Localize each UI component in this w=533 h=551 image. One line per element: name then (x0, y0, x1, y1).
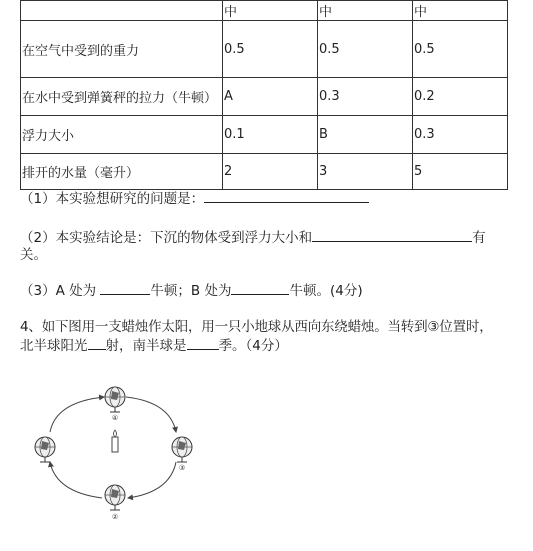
table-cell: 0.2 (413, 78, 508, 116)
question-4-text-b: 射，南半球是 (105, 338, 187, 354)
row-label: 在空气中受到的重力 (21, 21, 223, 78)
table-cell: 0.3 (413, 116, 508, 154)
globe-icon (35, 437, 55, 462)
table-cell: 0.3 (318, 78, 413, 116)
question-1 (20, 188, 369, 209)
globe-label: ② (111, 513, 119, 521)
globe-icon (172, 437, 192, 462)
globe-icon (105, 485, 125, 510)
table-header-row (21, 1, 508, 21)
row-label: 排开的水量（毫升） (21, 154, 223, 190)
header-cell: 中 (223, 1, 318, 21)
experiment-table (20, 0, 508, 190)
orbit-arrow (128, 462, 176, 498)
orbit-arrow (126, 397, 176, 432)
question-3-text-c: 牛顿。(4分) (289, 283, 363, 299)
table-cell: 3 (318, 154, 413, 190)
table-row (21, 116, 508, 154)
table-row (21, 78, 508, 116)
question-2-line2: 关。 (20, 247, 47, 263)
question-4-line2 (20, 335, 288, 356)
table-cell: 5 (413, 154, 508, 190)
answer-blank[interactable] (312, 227, 472, 242)
table-cell: A (223, 78, 318, 116)
question-4-line1: 4、如下图用一支蜡烛作太阳，用一只小地球从西向东绕蜡烛。当转到③位置时， (20, 319, 493, 335)
table-cell: 2 (223, 154, 318, 190)
question-3 (20, 280, 363, 301)
answer-blank-b[interactable] (231, 280, 289, 295)
row-label: 在水中受到弹簧秤的拉力（牛顿） (21, 78, 223, 116)
table-cell: 0.5 (223, 21, 318, 78)
question-4-text-c: 季。（4分） (218, 338, 288, 354)
answer-blank-a[interactable] (88, 335, 106, 350)
question-1-text: （1）本实验想研究的问题是： (20, 191, 205, 207)
globe-icon (105, 387, 125, 412)
question-4-text-a: 北半球阳光 (20, 338, 88, 354)
question-2 (20, 227, 486, 248)
question-3-text-a: （3）A 处为 (20, 283, 97, 299)
orbit-arrow (50, 397, 104, 432)
answer-blank-a[interactable] (100, 280, 150, 295)
answer-blank-b[interactable] (187, 335, 219, 350)
question-2-text: （2）本实验结论是：下沉的物体受到浮力大小和 (20, 230, 313, 246)
globe-label: ③ (178, 464, 186, 472)
table-cell: 0.5 (413, 21, 508, 78)
question-3-text-b: 牛顿；B 处为 (150, 283, 232, 299)
question-2-suffix: 有 (472, 230, 486, 246)
table-cell: B (318, 116, 413, 154)
orbit-arrow (50, 462, 102, 498)
table-cell: 0.5 (318, 21, 413, 78)
table-cell: 0.1 (223, 116, 318, 154)
candle-icon (112, 430, 118, 452)
header-cell: 中 (318, 1, 413, 21)
answer-blank[interactable] (204, 188, 369, 203)
globe-label: ④ (111, 414, 119, 422)
header-cell (21, 1, 223, 21)
header-cell: 中 (413, 1, 508, 21)
table-row (21, 21, 508, 78)
row-label: 浮力大小 (21, 116, 223, 154)
table-row (21, 154, 508, 190)
earth-orbit-diagram (30, 380, 210, 530)
